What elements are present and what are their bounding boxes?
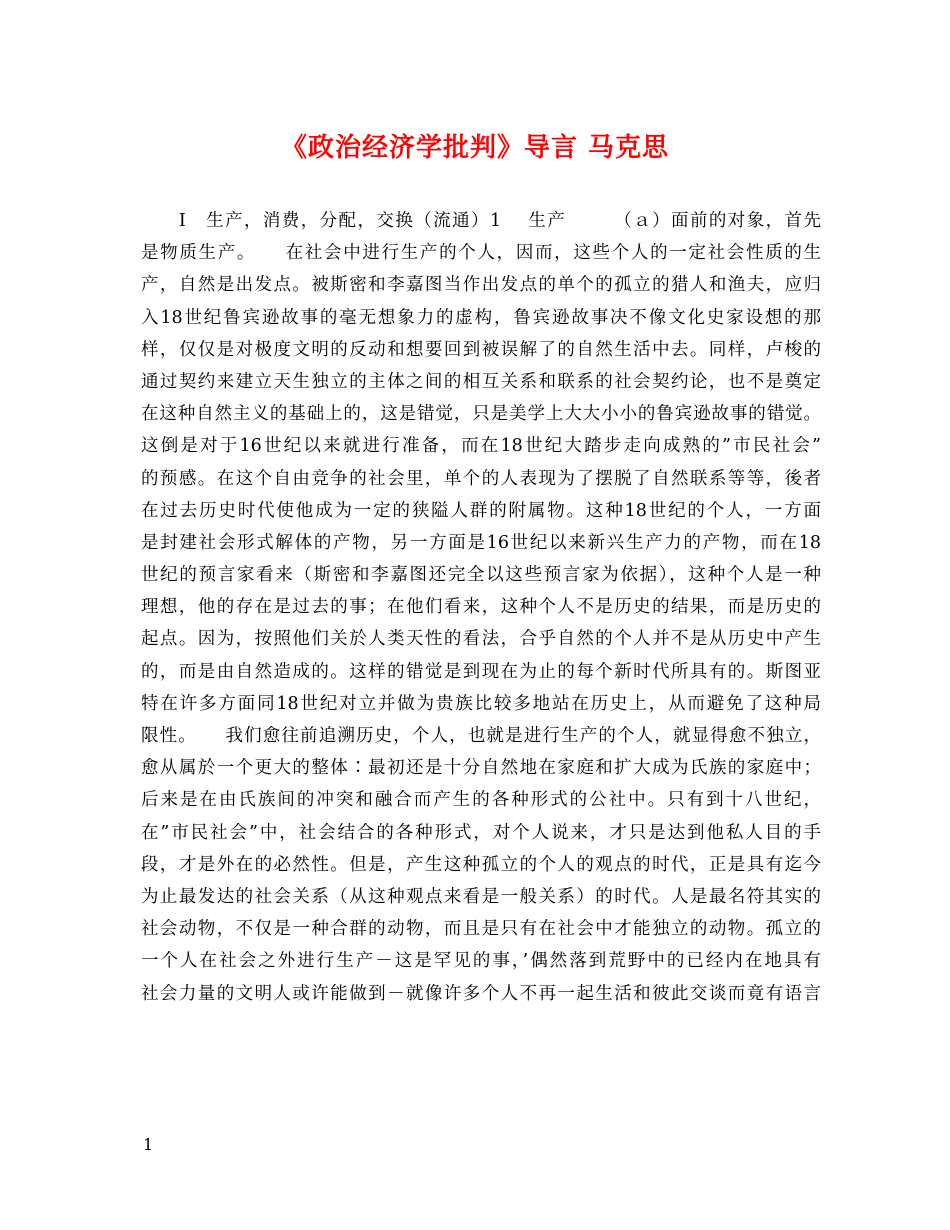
document-title: 《政治经济学批判》导言 马克思: [280, 133, 670, 163]
body-line: 社会动物，不仅是一种合群的动物，而且是只有在社会中才能独立的动物。孤立的: [141, 919, 821, 940]
body-line: 世纪的预言家看来（斯密和李嘉图还完全以这些预言家为依据），这种个人是一种: [141, 565, 821, 586]
body-line: 的，而是由自然造成的。这样的错觉是到现在为止的每个新时代所具有的。斯图亚: [141, 661, 821, 682]
body-line: 段，才是外在的必然性。但是，产生这种孤立的个人的观点的时代，正是具有迄今: [141, 854, 821, 875]
body-line: 为止最发达的社会关系（从这种观点来看是一般关系）的时代。人是最名符其实的: [141, 886, 821, 907]
body-line: 理想，他的存在是过去的事；在他们看来，这种个人不是历史的结果，而是历史的: [141, 597, 821, 618]
page-number: 1: [143, 1135, 154, 1154]
body-line: 在”市民社会”中，社会结合的各种形式，对个人说来，才只是达到他私人目的手: [141, 822, 821, 843]
body-line: 在这种自然主义的基础上的，这是错觉，只是美学上大大小小的鲁宾逊故事的错觉。: [141, 404, 821, 425]
body-line: 特在许多方面同18世纪对立并做为贵族比较多地站在历史上，从而避免了这种局: [141, 693, 821, 714]
body-line: 限性。 我们愈往前追溯历史，个人，也就是进行生产的个人，就显得愈不独立，: [141, 726, 821, 746]
body-line: 产，自然是出发点。被斯密和李嘉图当作出发点的单个的孤立的猎人和渔夫，应归: [141, 275, 821, 296]
body-line: 后来是在由氏族间的冲突和融合而产生的各种形式的公社中。只有到十八世纪，: [141, 790, 821, 811]
body-line: 这倒是对于16世纪以来就进行准备，而在18世纪大踏步走向成熟的”市民社会”: [141, 436, 821, 457]
body-line: 起点。因为，按照他们关於人类天性的看法，合乎自然的个人并不是从历史中产生: [141, 629, 821, 650]
body-line: 样，仅仅是对极度文明的反动和想要回到被误解了的自然生活中去。同样，卢梭的: [141, 339, 821, 360]
body-line: I 生产，消费，分配，交换（流通）1 生产 （ａ）面前的对象，首先: [141, 211, 821, 231]
body-line: 在过去历史时代使他成为一定的狭隘人群的附属物。这种18世纪的个人，一方面: [141, 500, 821, 521]
body-line: 社会力量的文明人或许能做到－就像许多个人不再一起生活和彼此交谈而竟有语言: [141, 983, 821, 1004]
body-line: 入18世纪鲁宾逊故事的毫无想象力的虚构，鲁宾逊故事决不像文化史家设想的那: [141, 307, 821, 328]
body-line: 的预感。在这个自由竞争的社会里，单个的人表现为了摆脱了自然联系等等，後者: [141, 468, 821, 489]
body-line: 一个人在社会之外进行生产－这是罕见的事，’偶然落到荒野中的已经内在地具有: [141, 951, 821, 972]
body-line: 愈从属於一个更大的整体∶最初还是十分自然地在家庭和扩大成为氏族的家庭中；: [141, 758, 821, 779]
body-line: 是封建社会形式解体的产物，另一方面是16世纪以来新兴生产力的产物，而在18: [141, 532, 821, 553]
document-body: [141, 205, 821, 1010]
body-line: 通过契约来建立天生独立的主体之间的相互关系和联系的社会契约论，也不是奠定: [141, 371, 821, 392]
body-line: 是物质生产。 在社会中进行生产的个人，因而，这些个人的一定社会性质的生: [141, 243, 821, 264]
